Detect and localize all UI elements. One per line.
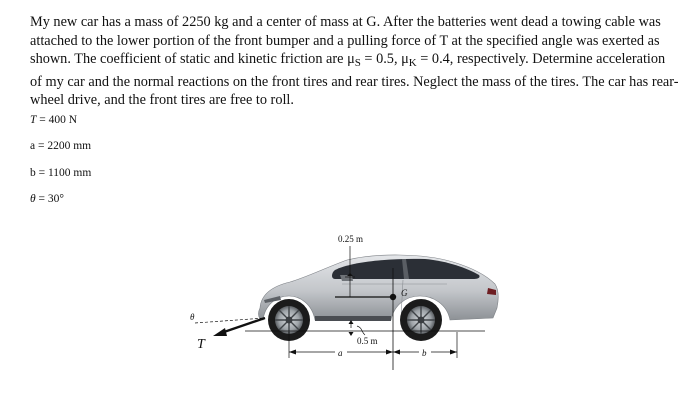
dim-a-arrow-right <box>386 350 393 355</box>
problem-statement <box>30 13 680 110</box>
label-b: b <box>422 348 427 358</box>
top-dim-label: 0.25 m <box>338 234 364 244</box>
car-towing-diagram <box>185 228 515 373</box>
theta-symbol: θ <box>30 193 36 205</box>
given-b: b = 1100 mm <box>30 167 92 179</box>
label-a: a <box>338 348 343 358</box>
center-of-mass-dot <box>390 294 396 300</box>
bottom-dim-label: 0.5 m <box>357 336 378 346</box>
dim-b-arrow-left <box>393 350 400 355</box>
problem-text-2: = 0.5, μ <box>360 51 409 68</box>
tension-arrowhead <box>213 328 227 336</box>
mu-s-subscript: S <box>354 57 361 70</box>
mu-k-subscript: K <box>408 57 417 70</box>
dim-bottom-squiggle <box>357 326 365 335</box>
theta-value: = 30° <box>35 193 64 205</box>
label-theta: θ <box>190 312 195 322</box>
tension-symbol: T <box>30 114 37 126</box>
given-tension <box>30 114 77 126</box>
dim-a-arrow-left <box>289 350 296 355</box>
label-t: T <box>197 337 205 352</box>
problem-text-1: My new car has a mass of 2250 kg and a center of mass at G. After the batteries went dead a towing cable was attached to the lower portion of the front bumper and a pulling force of T at the specified angle was exerted as shown. The coefficient of static and kinetic friction are μ <box>30 14 661 68</box>
rocker-panel <box>315 316 391 321</box>
dim-b-arrow-right <box>450 350 457 355</box>
given-a: a = 2200 mm <box>30 140 92 152</box>
problem-text-3: = 0.4, respectively. Determine acceleration of my car and the normal reactions on the front tires and rear tires. Neglect the mass of the tires. The car has rear-wheel drive, and the front tires are free to roll. <box>30 51 679 109</box>
dim-bottom-arrow-down <box>349 332 354 336</box>
tension-value: = 400 N <box>36 114 78 126</box>
given-theta <box>30 193 64 205</box>
rear-wheel <box>400 299 442 341</box>
label-g: G <box>401 288 408 298</box>
